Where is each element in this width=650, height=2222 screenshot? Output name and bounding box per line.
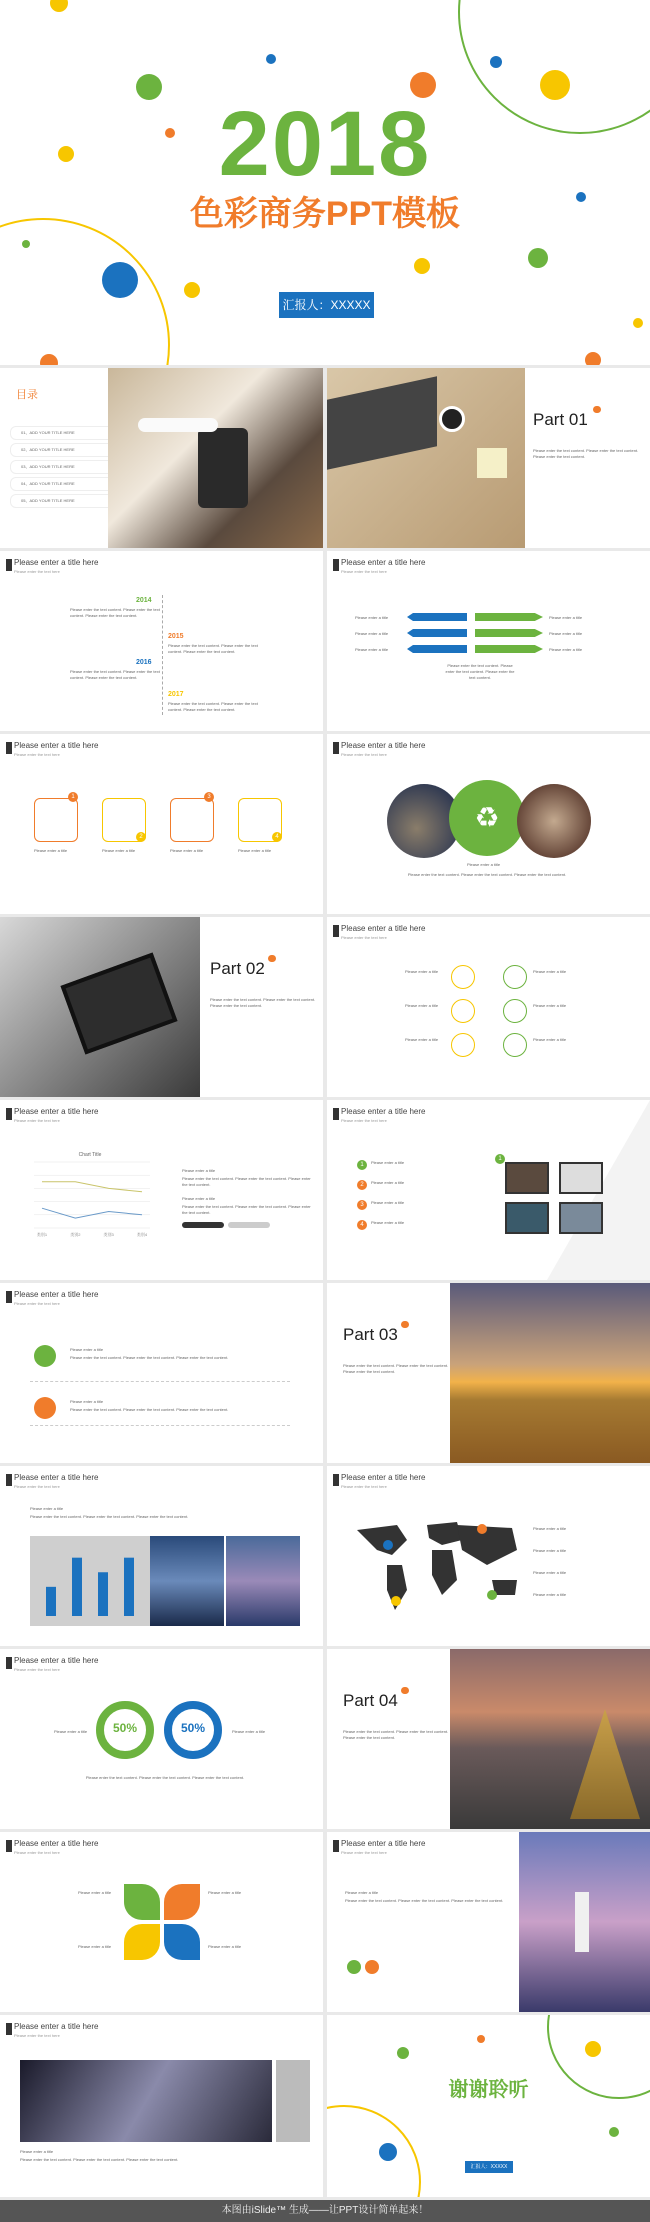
feature-icon: [503, 965, 527, 989]
icon-label: Please enter a title: [170, 848, 204, 853]
slide-title: Please enter a title here Please enter the text here: [333, 925, 426, 942]
barchart-slide: [0, 1466, 323, 1646]
slide-title: Please enter a title here Please enter the text here: [333, 1108, 426, 1125]
step-label: Please enter a title: [371, 1180, 405, 1185]
chair-shape: [198, 428, 248, 508]
toc-item[interactable]: 05、ADD YOUR TITLE HERE: [10, 494, 132, 508]
chart-series-line: [42, 1182, 142, 1192]
tower-shape: [575, 1892, 589, 1952]
lighthouse-photo: [519, 1832, 650, 2012]
part01-slide: [327, 368, 650, 548]
feature-icon: [503, 999, 527, 1023]
grass-shape: [570, 1709, 640, 1819]
slide-title: Please enter a title here Please enter the text here: [6, 1474, 99, 1491]
chart-xtick: 类别4: [136, 1232, 148, 1237]
arrow-bar-blue: [407, 629, 467, 637]
thanks-slide: [327, 2015, 650, 2197]
part-title: Part 02: [210, 959, 265, 978]
part-badge: [401, 1321, 409, 1328]
slide-title: Please enter a title here Please enter the text here: [6, 1657, 99, 1674]
part02-slide: [0, 917, 323, 1097]
quad-label: Please enter a title: [208, 1890, 242, 1895]
step-label: Please enter a title: [371, 1220, 405, 1225]
chart-series-line: [42, 1208, 142, 1218]
bar-rect: [98, 1572, 108, 1616]
number-badge: 1: [68, 792, 78, 802]
slide-title: Please enter a title here Please enter the text here: [333, 742, 426, 759]
tablet-photo: [0, 917, 200, 1097]
timeline-text: Please enter the text content. Please enter the text content. Please enter the text content.: [70, 607, 160, 618]
feature-label: Please enter a title: [405, 1003, 439, 1008]
decor-ring: [0, 218, 170, 365]
decor-dot: [379, 2143, 397, 2161]
part04-slide: [327, 1649, 650, 1829]
bar-label: Please enter a title: [30, 1506, 64, 1511]
arrows-body: Please enter the text content. Please enter the text content. Please enter the text content.: [445, 663, 515, 680]
coffee-cup: [439, 406, 465, 432]
arrows-slide: [327, 551, 650, 731]
pin-label: Please enter a title: [70, 1347, 104, 1352]
timeline-text: Please enter the text content. Please enter the text content. Please enter the text content.: [70, 669, 160, 680]
feature-label: Please enter a title: [533, 1037, 567, 1042]
side-tab[interactable]: [276, 2060, 310, 2142]
quad-slide: [0, 1832, 323, 2012]
feature-icon: [503, 1033, 527, 1057]
chart-body: Please enter the text content. Please enter the text content. Please enter the text content.: [182, 1204, 311, 1215]
circles-body: Please enter the text content. Please enter the text content. Please enter the text content.: [407, 872, 567, 877]
decor-dot: [609, 2127, 619, 2137]
thumb-photo: [559, 1202, 603, 1234]
step-badge: 2: [357, 1180, 367, 1190]
timeline-year: 2016: [136, 659, 152, 666]
banner-body: Please enter the text content. Please enter the text content. Please enter the text content.: [20, 2157, 179, 2162]
step-label: Please enter a title: [371, 1160, 405, 1165]
arrow-label: Please enter a title: [355, 647, 389, 652]
laptop-photo: [327, 368, 525, 548]
quad-tile: [164, 1884, 200, 1920]
quad-tile: [124, 1924, 160, 1960]
laptop-shape: [327, 376, 437, 469]
icon-label: Please enter a title: [238, 848, 272, 853]
footer-bar: 本图由iSlide™ 生成——让PPT设计简单起来！: [0, 2200, 650, 2222]
number-badge: 3: [204, 792, 214, 802]
divider: [30, 1425, 290, 1426]
timeline-slide: [0, 551, 323, 731]
part-title: Part 01: [533, 410, 588, 429]
banner-label: Please enter a title: [20, 2149, 54, 2154]
timeline-year: 2014: [136, 597, 152, 604]
number-badge: 4: [272, 832, 282, 842]
percent-label: Please enter a title: [54, 1729, 88, 1734]
circles-label: Please enter a title: [467, 862, 501, 867]
toc-slide: [0, 368, 323, 548]
arrow-label: Please enter a title: [355, 631, 389, 636]
slide-title: Please enter a title here Please enter the text here: [333, 1474, 426, 1491]
bar-body: Please enter the text content. Please enter the text content. Please enter the text content.: [30, 1514, 189, 1519]
feature-label: Please enter a title: [405, 1037, 439, 1042]
cover-subtitle: 色彩商务PPT模板: [189, 195, 461, 233]
feature-label: Please enter a title: [533, 969, 567, 974]
sunset-photo: [450, 1283, 650, 1463]
thanks-title: 谢谢聆听: [448, 2079, 529, 2101]
part-badge: [268, 955, 276, 962]
thanks-reporter: 汇报人：XXXXX: [465, 2161, 513, 2173]
slide-title: Please enter a title here Please enter the text here: [6, 742, 99, 759]
arrow-bar-green: [475, 613, 543, 621]
lh-body: Please enter the text content. Please enter the text content. Please enter the text content.: [345, 1898, 504, 1903]
line-chart: [20, 1150, 160, 1240]
timeline-text: Please enter the text content. Please enter the text content. Please enter the text content.: [168, 701, 258, 712]
slide-title: Please enter a title here Please enter the text here: [333, 559, 426, 576]
decor-dot: [397, 2047, 409, 2059]
part-badge: [401, 1687, 409, 1694]
table-shape: [138, 418, 218, 432]
decor-dot: [184, 282, 200, 298]
world-map: [347, 1510, 527, 1620]
slide-title: Please enter a title here Please enter the text here: [6, 559, 99, 576]
part-body: Please enter the text content. Please enter the text content. Please enter the text content.: [343, 1729, 449, 1740]
steps-slide: [327, 1100, 650, 1280]
map-pin[interactable]: [487, 1590, 497, 1600]
lh-label: Please enter a title: [345, 1890, 379, 1895]
toc-item[interactable]: 02、ADD YOUR TITLE HERE: [10, 443, 132, 457]
feature-label: Please enter a title: [405, 969, 439, 974]
decor-dot: [528, 248, 548, 268]
cover-reporter: 汇报人：XXXXX: [279, 292, 374, 318]
bar-chart: [30, 1536, 150, 1626]
pin-icon: [34, 1397, 56, 1419]
pin-icon: [34, 1345, 56, 1367]
chart-xtick: 类别1: [36, 1232, 48, 1237]
decor-dot: [414, 258, 430, 274]
percent-value: 50%: [112, 1721, 138, 1735]
slide-title: Please enter a title here Please enter the text here: [6, 1291, 99, 1308]
arrow-label: Please enter a title: [549, 647, 583, 652]
slide-title: Please enter a title here Please enter the text here: [6, 1840, 99, 1857]
thumb-photo: [505, 1162, 549, 1194]
toc-item[interactable]: 03、ADD YOUR TITLE HERE: [10, 460, 132, 474]
percent-value: 50%: [180, 1721, 206, 1735]
icon-label: Please enter a title: [34, 848, 68, 853]
toc-heading: 目录: [16, 389, 38, 401]
divider: [30, 1381, 290, 1382]
quad-tile: [124, 1884, 160, 1920]
map-pin[interactable]: [477, 1524, 487, 1534]
part-body: Please enter the text content. Please enter the text content. Please enter the text content.: [343, 1363, 449, 1374]
feature-label: Please enter a title: [533, 1003, 567, 1008]
thumb-photo: [559, 1162, 603, 1194]
step-badge: 3: [357, 1200, 367, 1210]
banner-slide: [0, 2015, 323, 2197]
icon-box: [34, 798, 78, 842]
notepad: [477, 448, 507, 478]
bar-rect: [72, 1558, 82, 1616]
number-badge: 2: [136, 832, 146, 842]
arrow-label: Please enter a title: [549, 615, 583, 620]
step-label: Please enter a title: [371, 1200, 405, 1205]
features-slide: [327, 917, 650, 1097]
icon-label: Please enter a title: [102, 848, 136, 853]
decor-ring: [327, 2105, 421, 2197]
map-label: Please enter a title: [533, 1548, 567, 1553]
chart-series: [42, 1182, 142, 1218]
chart-title: Chart Title: [78, 1152, 102, 1158]
percent-slide: [0, 1649, 323, 1829]
arrow-bar-green: [475, 629, 543, 637]
chart-label: Please enter a title: [182, 1196, 216, 1201]
bar-rect: [46, 1587, 56, 1616]
pin-body: Please enter the text content. Please enter the text content. Please enter the text content.: [70, 1355, 229, 1360]
arrow-bar-green: [475, 645, 543, 653]
toc-item[interactable]: 01、ADD YOUR TITLE HERE: [10, 426, 132, 440]
chart-pill[interactable]: [182, 1222, 224, 1228]
map-pin[interactable]: [391, 1596, 401, 1606]
chart-xtick: 类别2: [70, 1232, 81, 1237]
part-body: Please enter the text content. Please enter the text content. Please enter the text content.: [210, 997, 316, 1008]
tablet-shape: [60, 952, 177, 1054]
icon-box: [170, 798, 214, 842]
lake-photo: [226, 1536, 300, 1626]
office-photo: [108, 368, 323, 548]
quad-label: Please enter a title: [78, 1944, 112, 1949]
cover-year: 2018: [218, 93, 432, 195]
decor-dot: [50, 0, 68, 12]
map-label: Please enter a title: [533, 1570, 567, 1575]
arrow-bar-blue: [407, 645, 467, 653]
timeline-axis: [162, 595, 164, 715]
recycle-circle: ♻: [449, 780, 525, 856]
lighthouse-slide: [327, 1832, 650, 2012]
pier-photo: [150, 1536, 224, 1626]
building-photo: [20, 2060, 272, 2142]
pin-label: Please enter a title: [70, 1399, 104, 1404]
chart-slide: [0, 1100, 323, 1280]
slide-title: Please enter a title here Please enter the text here: [6, 1108, 99, 1125]
part-title: Part 03: [343, 1325, 398, 1344]
street-photo: [517, 784, 591, 858]
quad-label: Please enter a title: [78, 1890, 112, 1895]
decor-dot: [477, 2035, 485, 2043]
step-badge: 1: [495, 1154, 505, 1164]
pins-slide: [0, 1283, 323, 1463]
slide-title: Please enter a title here Please enter the text here: [333, 1840, 426, 1857]
part03-slide: [327, 1283, 650, 1463]
feature-icon: [451, 1033, 475, 1057]
decor-dot: [633, 318, 643, 328]
chart-label: Please enter a title: [182, 1168, 216, 1173]
arrow-bar-blue: [407, 613, 467, 621]
part-title: Part 04: [343, 1691, 398, 1710]
quad-tile: [164, 1924, 200, 1960]
slide-title: Please enter a title here Please enter the text here: [6, 2023, 99, 2040]
map-slide: [327, 1466, 650, 1646]
arrow-label: Please enter a title: [355, 615, 389, 620]
bar-rect: [124, 1558, 134, 1616]
part-badge: [593, 406, 601, 413]
chart-grid: [34, 1162, 150, 1228]
cover-slide: [0, 0, 650, 365]
map-label: Please enter a title: [533, 1592, 567, 1597]
pin-body: Please enter the text content. Please enter the text content. Please enter the text content.: [70, 1407, 229, 1412]
chart-xticks: [37, 1231, 148, 1237]
decor-dot: [585, 2041, 601, 2057]
lh-circle: [365, 1960, 379, 1974]
part-body: Please enter the text content. Please enter the text content. Please enter the text content.: [533, 448, 639, 459]
timeline-year: 2017: [168, 691, 184, 698]
timeline-text: Please enter the text content. Please enter the text content. Please enter the text content.: [168, 643, 258, 654]
percent-body: Please enter the text content. Please enter the text content. Please enter the text content.: [85, 1775, 245, 1780]
feature-icon: [451, 965, 475, 989]
timeline-year: 2015: [168, 633, 184, 640]
toc-item[interactable]: 04、ADD YOUR TITLE HERE: [10, 477, 132, 491]
decor-dot: [585, 352, 601, 365]
map-pin[interactable]: [383, 1540, 393, 1550]
lh-circle: [347, 1960, 361, 1974]
chart-pill[interactable]: [228, 1222, 270, 1228]
icons-slide: [0, 734, 323, 914]
percent-label: Please enter a title: [232, 1729, 266, 1734]
circles-slide: [327, 734, 650, 914]
step-badge: 4: [357, 1220, 367, 1230]
chart-body: Please enter the text content. Please enter the text content. Please enter the text content.: [182, 1176, 311, 1187]
arrow-label: Please enter a title: [549, 631, 583, 636]
beach-photo: [450, 1649, 650, 1829]
feature-icon: [451, 999, 475, 1023]
map-label: Please enter a title: [533, 1526, 567, 1531]
quad-label: Please enter a title: [208, 1944, 242, 1949]
decor-dot: [266, 54, 276, 64]
step-badge: 1: [357, 1160, 367, 1170]
chart-xtick: 类别3: [103, 1232, 114, 1237]
thumb-photo: [505, 1202, 549, 1234]
